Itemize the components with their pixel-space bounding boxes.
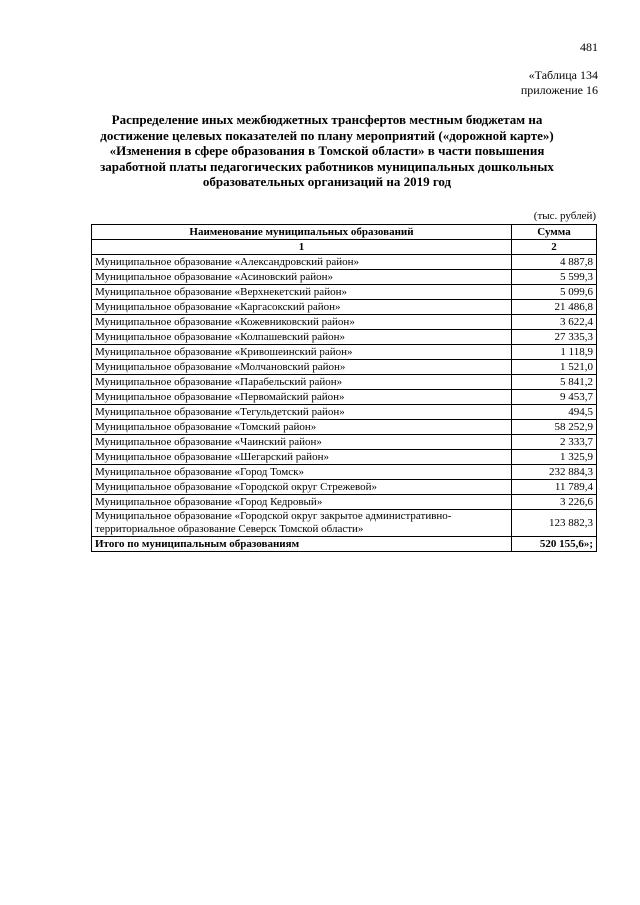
municipality-name: Муниципальное образование «Каргасокский район» bbox=[92, 300, 512, 315]
column-numbering-row bbox=[92, 240, 597, 255]
amount-cell: 3 622,4 bbox=[512, 315, 597, 330]
column-number-1: 1 bbox=[92, 240, 512, 255]
amount-cell: 1 325,9 bbox=[512, 450, 597, 465]
table-row bbox=[92, 435, 597, 450]
total-amount: 520 155,6»; bbox=[512, 537, 597, 552]
table-row bbox=[92, 270, 597, 285]
document-title: Распределение иных межбюджетных трансфертов местным бюджетам на достижение целевых показателей по плану мероприятий («дорожной карте») «Изменения в сфере образования в Томской области» в части повышения заработной платы педагогических работников муниципальных дошкольных образовательных организаций на 2019 год bbox=[100, 112, 554, 189]
table-row bbox=[92, 300, 597, 315]
municipality-name: Муниципальное образование «Верхнекетский район» bbox=[92, 285, 512, 300]
table-row bbox=[92, 360, 597, 375]
municipality-name: Муниципальное образование «Шегарский район» bbox=[92, 450, 512, 465]
table-header-row bbox=[92, 225, 597, 240]
table-row bbox=[92, 345, 597, 360]
column-header-name: Наименование муниципальных образований bbox=[92, 225, 512, 240]
municipality-name: Муниципальное образование «Томский район» bbox=[92, 420, 512, 435]
total-label: Итого по муниципальным образованиям bbox=[92, 537, 512, 552]
appendix-reference bbox=[521, 68, 598, 97]
amount-cell: 5 841,2 bbox=[512, 375, 597, 390]
table-row bbox=[92, 255, 597, 270]
distribution-table bbox=[91, 224, 597, 552]
column-header-sum: Сумма bbox=[512, 225, 597, 240]
table-row bbox=[92, 390, 597, 405]
table-row bbox=[92, 450, 597, 465]
appendix-label: приложение 16 bbox=[520, 82, 598, 97]
table-row bbox=[92, 330, 597, 345]
municipality-name: Муниципальное образование «Городской округ закрытое административно-территориальное образование Северск Томской области» bbox=[92, 510, 512, 537]
amount-cell: 1 521,0 bbox=[512, 360, 597, 375]
municipality-name: Муниципальное образование «Город Томск» bbox=[92, 465, 512, 480]
amount-cell: 5 099,6 bbox=[512, 285, 597, 300]
table-reference: «Таблица 134 bbox=[528, 68, 598, 82]
municipality-name: Муниципальное образование «Парабельский район» bbox=[92, 375, 512, 390]
amount-cell: 2 333,7 bbox=[512, 435, 597, 450]
amount-cell: 4 887,8 bbox=[512, 255, 597, 270]
page-number: 481 bbox=[580, 40, 598, 54]
municipality-name: Муниципальное образование «Первомайский район» bbox=[92, 390, 512, 405]
amount-cell: 9 453,7 bbox=[512, 390, 597, 405]
municipality-name: Муниципальное образование «Александровский район» bbox=[92, 255, 512, 270]
amount-cell: 58 252,9 bbox=[512, 420, 597, 435]
municipality-name: Муниципальное образование «Городской округ Стрежевой» bbox=[92, 480, 512, 495]
municipality-name: Муниципальное образование «Чаинский район» bbox=[92, 435, 512, 450]
amount-cell: 11 789,4 bbox=[512, 480, 597, 495]
unit-label: (тыс. рублей) bbox=[533, 210, 596, 222]
table-row bbox=[92, 285, 597, 300]
table-row bbox=[92, 465, 597, 480]
municipality-name: Муниципальное образование «Тегульдетский район» bbox=[92, 405, 512, 420]
table-row bbox=[92, 495, 597, 510]
total-row bbox=[92, 537, 597, 552]
table-row bbox=[92, 510, 597, 537]
municipality-name: Муниципальное образование «Город Кедровый» bbox=[92, 495, 512, 510]
municipality-name: Муниципальное образование «Кожевниковский район» bbox=[92, 315, 512, 330]
municipality-name: Муниципальное образование «Асиновский район» bbox=[92, 270, 512, 285]
table-row bbox=[92, 480, 597, 495]
amount-cell: 27 335,3 bbox=[512, 330, 597, 345]
amount-cell: 232 884,3 bbox=[512, 465, 597, 480]
amount-cell: 494,5 bbox=[512, 405, 597, 420]
amount-cell: 5 599,3 bbox=[512, 270, 597, 285]
table-row bbox=[92, 405, 597, 420]
amount-cell: 1 118,9 bbox=[512, 345, 597, 360]
municipality-name: Муниципальное образование «Кривошеинский район» bbox=[92, 345, 512, 360]
table-row bbox=[92, 420, 597, 435]
municipality-name: Муниципальное образование «Колпашевский район» bbox=[92, 330, 512, 345]
amount-cell: 21 486,8 bbox=[512, 300, 597, 315]
table-row bbox=[92, 375, 597, 390]
amount-cell: 3 226,6 bbox=[512, 495, 597, 510]
column-number-2: 2 bbox=[512, 240, 597, 255]
amount-cell: 123 882,3 bbox=[512, 510, 597, 537]
municipality-name: Муниципальное образование «Молчановский район» bbox=[92, 360, 512, 375]
table-row bbox=[92, 315, 597, 330]
